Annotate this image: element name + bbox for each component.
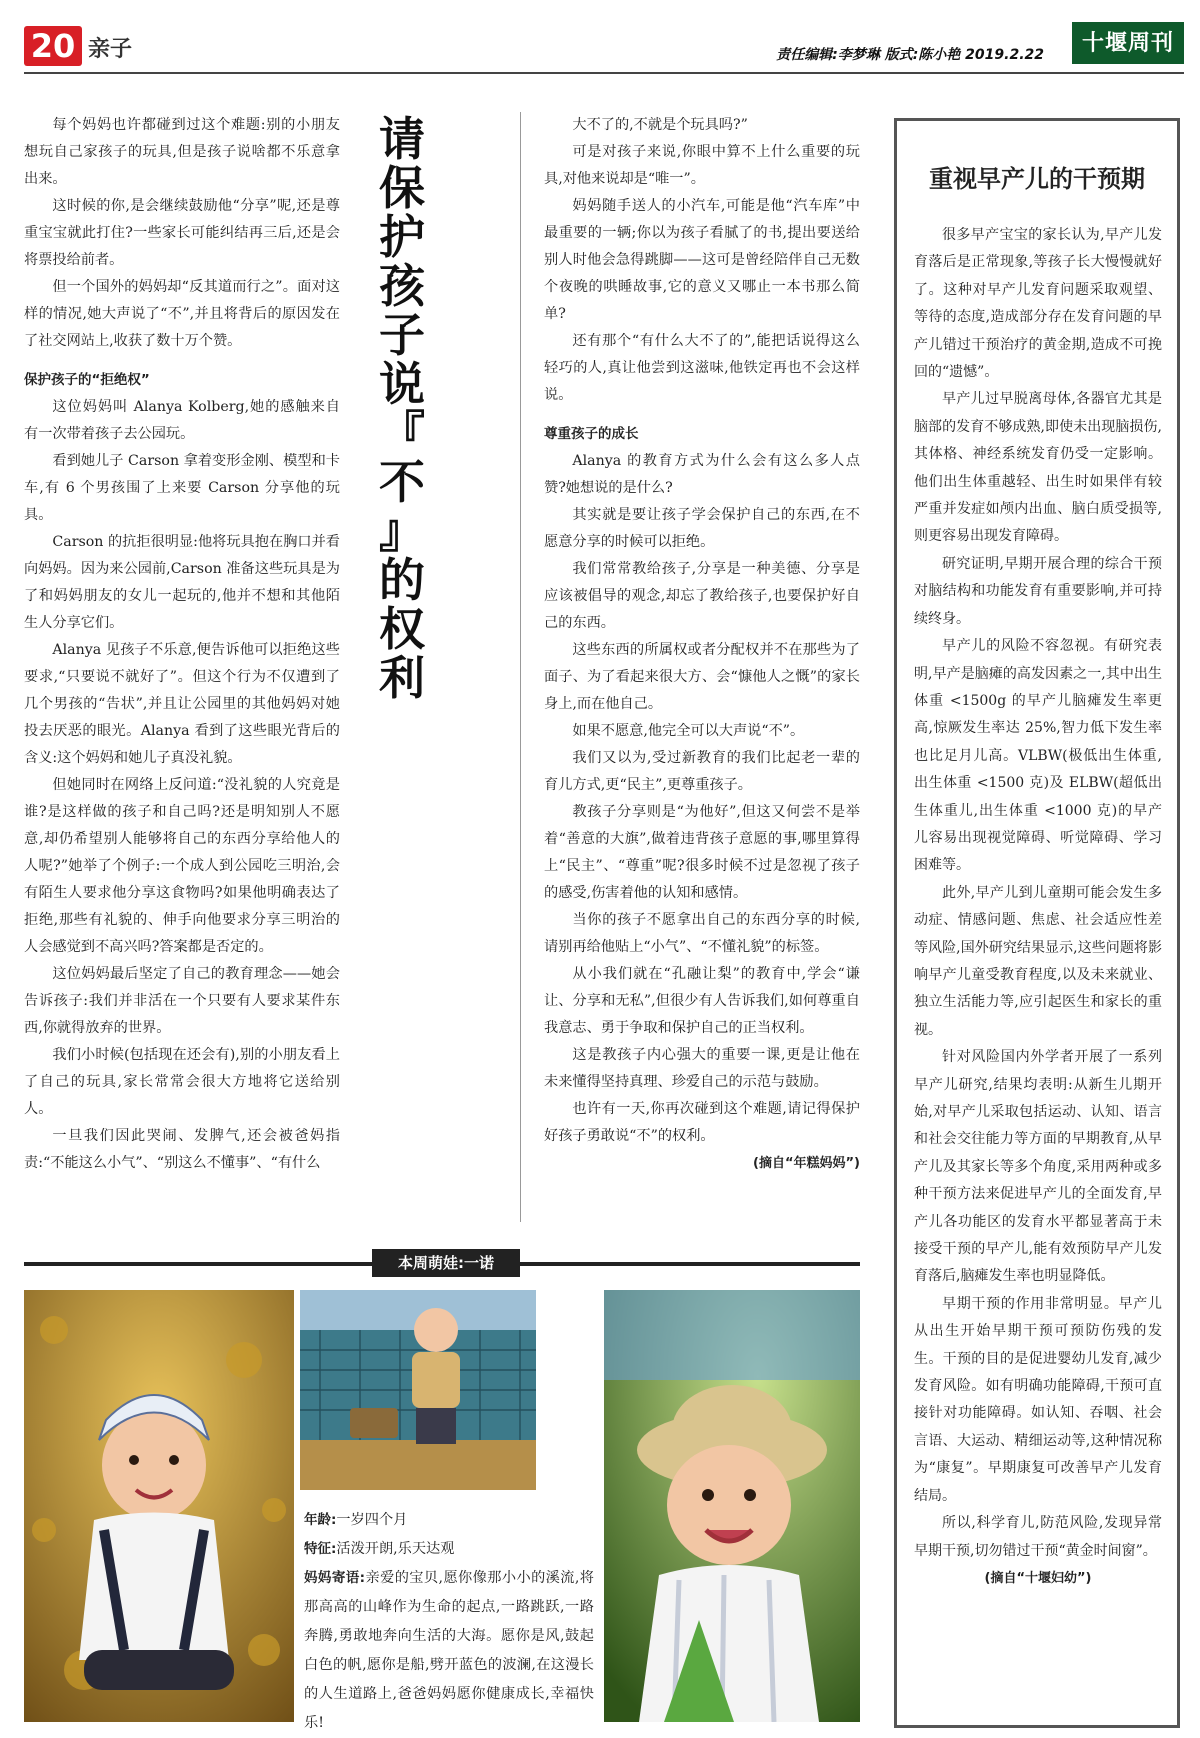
paragraph: 看到她儿子 Carson 拿着变形金刚、模型和卡车,有 6 个男孩围了上来要 Carson 分享他的玩具。 xyxy=(24,453,340,523)
baby-photo-autumn-leaves xyxy=(24,1290,294,1722)
paragraph: 大不了的,不就是个玩具吗?” xyxy=(572,117,748,133)
paragraph: Alanya 见孩子不乐意,便告诉他可以拒绝这些要求,“只要说不就好了”。但这个行为不仅遭到了几个男孩的“告状”,并且让公园里的其他妈妈对她投去厌恶的眼光。Alanya 看到了这些眼光背后的含义:这个妈妈和她儿子真没礼貌。 xyxy=(24,642,340,766)
paragraph: 这位妈妈最后坚定了自己的教育理念——她会告诉孩子:我们并非活在一个只要有人要求某件东西,你就得放弃的世界。 xyxy=(24,966,340,1036)
paragraph: 我们常常教给孩子,分享是一种美德、分享是应该被倡导的观念,却忘了教给孩子,也要保护好自己的东西。 xyxy=(544,561,860,631)
baby-photo-fence xyxy=(300,1290,536,1490)
sidebar-title: 重视早产儿的干预期 xyxy=(929,164,1145,193)
age-value: 一岁四个月 xyxy=(336,1512,408,1528)
paragraph: 还有那个“有什么大不了的”,能把话说得这么轻巧的人,真让他尝到这滋味,他铁定再也不会这样说。 xyxy=(544,333,860,403)
baby-caption xyxy=(304,1506,594,1738)
paragraph: 其实就是要让孩子学会保护自己的东西,在不愿意分享的时候可以拒绝。 xyxy=(544,507,860,550)
title-char: 不 xyxy=(379,455,425,509)
paragraph: 也许有一天,你再次碰到这个难题,请记得保护好孩子勇敢说“不”的权利。 xyxy=(544,1101,860,1144)
title-char: 孩 xyxy=(379,259,425,313)
paragraph: 所以,科学育儿,防范风险,发现异常早期干预,切勿错过干预“黄金时间窗”。 xyxy=(914,1515,1162,1559)
title-char: 『 xyxy=(379,406,425,460)
editor-credits: 责任编辑:李梦琳 版式:陈小艳 2019.2.22 xyxy=(776,47,1044,63)
paragraph: 这是教孩子内心强大的重要一课,更是让他在未来懂得坚持真理、珍爱自己的示范与鼓励。 xyxy=(544,1047,860,1090)
title-char: 』 xyxy=(379,504,425,558)
column-divider xyxy=(520,112,521,1222)
paragraph: 妈妈随手送人的小汽车,可能是他“汽车库”中最重要的一辆;你以为孩子看腻了的书,提出要送给别人时他会急得跳脚——这可是曾经陪伴自己无数个夜晚的哄睡故事,它的意义又哪止一本书那么简单? xyxy=(544,198,860,322)
page-header xyxy=(24,22,1184,70)
title-char: 利 xyxy=(379,651,425,705)
title-char: 说 xyxy=(379,357,425,411)
article-source: (摘自“年糕妈妈”) xyxy=(753,1156,860,1171)
paragraph: 我们又以为,受过新教育的我们比起老一辈的育儿方式,更“民主”,更尊重孩子。 xyxy=(544,750,860,793)
baby-photo-straw-hat xyxy=(604,1290,860,1722)
newspaper-logo: 十堰周刊 xyxy=(1072,22,1184,64)
paragraph: 教孩子分享则是“为他好”,但这又何尝不是举着“善意的大旗”,做着违背孩子意愿的事,哪里算得上“民主”、“尊重”呢?很多时候不过是忽视了孩子的感受,伤害着他的认知和感情。 xyxy=(544,804,860,901)
article-column-2 xyxy=(544,112,860,1177)
title-char: 子 xyxy=(379,308,425,362)
baby-section-label: 本周萌娃:一诺 xyxy=(372,1249,520,1277)
paragraph: 很多早产宝宝的家长认为,早产儿发育落后是正常现象,等孩子长大慢慢就好了。这种对早产儿发育问题采取观望、等待的态度,造成部分存在发育问题的早产儿错过干预治疗的黄金期,造成不可挽回的“遗憾”。 xyxy=(914,227,1162,381)
article-title xyxy=(372,112,432,705)
paragraph: Alanya 的教育方式为什么会有这么多人点赞?她想说的是什么? xyxy=(544,453,860,496)
trait-line xyxy=(304,1535,594,1564)
message-line xyxy=(304,1564,594,1738)
paragraph: 但她同时在网络上反问道:“没礼貌的人究竟是谁?是这样做的孩子和自己吗?还是明知别人不愿意,却仍希望别人能够将自己的东西分享给他人的人呢?”她举了个例子:一个成人到公园吃三明治,会有陌生人要求他分享这食物吗?如果他明确表达了拒绝,那些有礼貌的、伸手向他要求分享三明治的人会感觉到不高兴吗?答案都是否定的。 xyxy=(24,777,340,955)
sidebar-source: (摘自“十堰妇幼”) xyxy=(984,1570,1092,1586)
paragraph: 这时候的你,是会继续鼓励他“分享”呢,还是尊重宝宝就此打住?一些家长可能纠结再三后,还是会将票投给前者。 xyxy=(24,198,340,268)
age-line xyxy=(304,1506,594,1535)
trait-value: 活泼开朗,乐天达观 xyxy=(336,1541,455,1557)
title-char: 保 xyxy=(379,161,425,215)
title-char: 的 xyxy=(379,553,425,607)
title-char: 请 xyxy=(379,112,425,166)
message-text: 亲爱的宝贝,愿你像那小小的溪流,将那高高的山峰作为生命的起点,一路跳跃,一路奔腾,勇敢地奔向生活的大海。愿你是风,鼓起白色的帆,愿你是船,劈开蓝色的波澜,在这漫长的人生道路上,爸爸妈妈愿你健康成长,幸福快乐! xyxy=(304,1570,594,1731)
age-label: 年龄: xyxy=(304,1512,337,1528)
message-label: 妈妈寄语: xyxy=(304,1570,366,1586)
paragraph: 从小我们就在“孔融让梨”的教育中,学会“谦让、分享和无私”,但很少有人告诉我们,如何尊重自我意志、勇于争取和保护自己的正当权利。 xyxy=(544,966,860,1036)
title-char: 护 xyxy=(379,210,425,264)
paragraph: 早期干预的作用非常明显。早产儿从出生开始早期干预可预防伤残的发生。干预的目的是促进婴幼儿发育,减少发育风险。如有明确功能障碍,干预可直接针对功能障碍。如认知、吞咽、社会言语、大运动、精细运动等,这种情况称为“康复”。早期康复可改善早产儿发育结局。 xyxy=(914,1295,1162,1504)
sidebar-text xyxy=(914,222,1162,1592)
paragraph: 早产儿过早脱离母体,各器官尤其是脑部的发育不够成熟,即使未出现脑损伤,其体格、神经系统发育仍受一定影响。他们出生体重越轻、出生时如果伴有较严重并发症如颅内出血、脑白质受损等,则更容易出现发育障碍。 xyxy=(914,391,1162,545)
paragraph: 但一个国外的妈妈却“反其道而行之”。面对这样的情况,她大声说了“不”,并且将背后的原因发在了社交网站上,收获了数十万个赞。 xyxy=(24,279,340,349)
subheading-refusal-right: 保护孩子的“拒绝权” xyxy=(24,372,150,388)
subheading-respect-growth: 尊重孩子的成长 xyxy=(544,426,639,442)
header-divider xyxy=(24,72,1184,74)
paragraph: 可是对孩子来说,你眼中算不上什么重要的玩具,对他来说却是“唯一”。 xyxy=(544,144,860,187)
paragraph: 如果不愿意,他完全可以大声说“不”。 xyxy=(572,723,805,739)
paragraph: 每个妈妈也许都碰到过这个难题:别的小朋友想玩自己家孩子的玩具,但是孩子说啥都不乐意拿出来。 xyxy=(24,117,340,187)
paragraph: 研究证明,早期开展合理的综合干预对脑结构和功能发育有重要影响,并可持续终身。 xyxy=(914,555,1162,627)
title-char: 权 xyxy=(379,602,425,656)
paragraph: 一旦我们因此哭闹、发脾气,还会被爸妈指责:“不能这么小气”、“别这么不懂事”、“有什么 xyxy=(24,1128,340,1171)
paragraph: 此外,早产儿到儿童期可能会发生多动症、情感问题、焦虑、社会适应性差等风险,国外研究结果显示,这些问题将影响早产儿童受教育程度,以及未来就业、独立生活能力等,应引起医生和家长的重视。 xyxy=(914,884,1162,1038)
article-column-1 xyxy=(24,112,340,1177)
paragraph: 这些东西的所属权或者分配权并不在那些为了面子、为了看起来很大方、会“慷他人之慨”的家长身上,而在他自己。 xyxy=(544,642,860,712)
paragraph: 这位妈妈叫 Alanya Kolberg,她的感触来自有一次带着孩子去公园玩。 xyxy=(24,399,340,442)
paragraph: 我们小时候(包括现在还会有),别的小朋友看上了自己的玩具,家长常常会很大方地将它送给别人。 xyxy=(24,1047,340,1117)
paragraph: 早产儿的风险不容忽视。有研究表明,早产是脑瘫的高发因素之一,其中出生体重 <1500g 的早产儿脑瘫发生率更高,惊厥发生率达 25%,智力低下发生率也比足月儿高。VLBW(极低出生体重,出生体重 <1500 克)及 ELBW(超低出生体重儿,出生体重 <1000 克)的早产儿容易出现视觉障碍、听觉障碍、学习困难等。 xyxy=(914,638,1162,874)
trait-label: 特征: xyxy=(304,1541,337,1557)
section-name: 亲子 xyxy=(88,37,133,62)
paragraph: 当你的孩子不愿拿出自己的东西分享的时候,请别再给他贴上“小气”、“不懂礼貌”的标签。 xyxy=(544,912,860,955)
paragraph: Carson 的抗拒很明显:他将玩具抱在胸口并看向妈妈。因为来公园前,Carson 准备这些玩具是为了和妈妈朋友的女儿一起玩的,他并不想和其他陌生人分享它们。 xyxy=(24,534,340,631)
paragraph: 针对风险国内外学者开展了一系列早产儿研究,结果均表明:从新生儿期开始,对早产儿采取包括运动、认知、语言和社会交往能力等方面的早期教育,从早产儿及其家长等多个角度,采用两种或多种干预方法来促进早产儿的全面发育,早产儿各功能区的发育水平都显著高于未接受干预的早产儿,能有效预防早产儿发育落后,脑瘫发生率也明显降低。 xyxy=(914,1049,1162,1285)
page-number: 20 xyxy=(24,26,82,66)
